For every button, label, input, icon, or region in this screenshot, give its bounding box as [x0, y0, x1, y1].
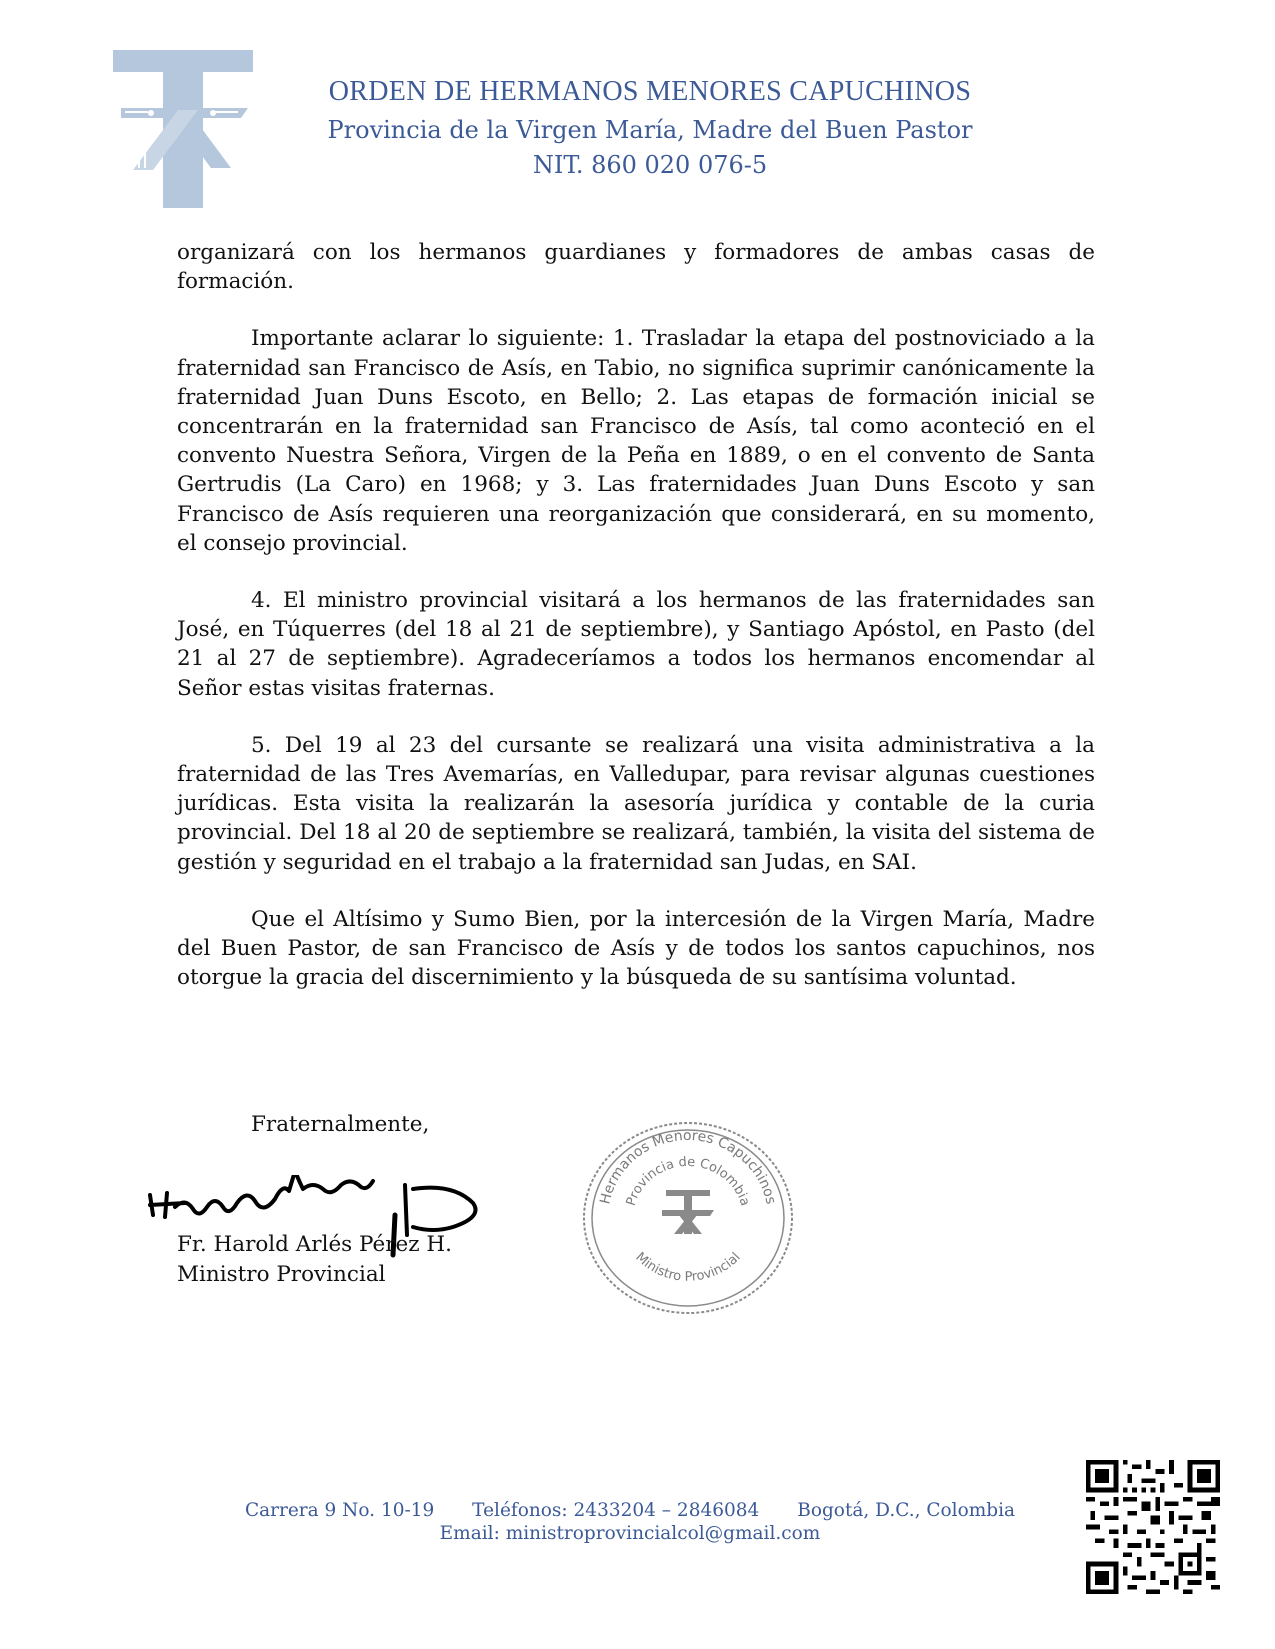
order-name: ORDEN DE HERMANOS MENORES CAPUCHINOS: [328, 76, 972, 107]
closing-salutation: Fraternalmente,: [251, 1112, 430, 1137]
signatory-title: Ministro Provincial: [177, 1262, 386, 1287]
province-name: Provincia de la Virgen María, Madre del Buen Pastor: [327, 116, 973, 144]
footer-email: Email: ministroprovincialcol@gmail.com: [439, 1523, 821, 1544]
footer-address: Carrera 9 No. 10-19: [244, 1500, 435, 1521]
footer-phones: Teléfonos: 2433204 – 2846084: [472, 1500, 760, 1521]
order-logo: [113, 50, 253, 208]
paragraph-item-5: 5. Del 19 al 23 del cursante se realizará una visita administrativa a la fraternidad de las Tres Avemarías, en Valledupar, para revisar algunas cuestiones jurídicas. Esta visita la realizarán la asesoría jurídica y contable de la curia provincial. Del 18 al 20 de septiembre se realizará, también, la visita del sistema de gestión y seguridad en el trabajo a la fraternidad san Judas, en SAI.: [177, 732, 1095, 875]
paragraph-continuation: organizará con los hermanos guardianes y formadores de ambas casas de formación.: [177, 240, 1095, 295]
signatory-block: [177, 1230, 452, 1290]
seal-bottom-text: Ministro Provincial: [632, 1249, 744, 1285]
provincial-seal-stamp: [578, 1118, 798, 1318]
letter-body: [177, 238, 1095, 1020]
signatory-name: Fr. Harold Arlés Pérez H.: [177, 1232, 453, 1257]
nit-number: NIT. 860 020 076-5: [532, 151, 768, 179]
seal-outer-text: Hermanos Menores Capuchinos: [597, 1127, 779, 1206]
footer-contact-line: [200, 1500, 1060, 1521]
qr-code: [1086, 1460, 1220, 1594]
svg-text:Ministro Provincial: [632, 1250, 743, 1285]
paragraph-blessing: Que el Altísimo y Sumo Bien, por la intercesión de la Virgen María, Madre del Buen Pastor, de san Francisco de Asís y de todos los santos capuchinos, nos otorgue la gracia del discernimiento y la búsqueda de su santísima voluntad.: [177, 906, 1095, 991]
footer-city: Bogotá, D.C., Colombia: [797, 1500, 1016, 1521]
paragraph-item-4: 4. El ministro provincial visitará a los hermanos de las fraternidades san José, en Túquerres (del 18 al 21 de septiembre), y Santiago Apóstol, en Pasto (del 21 al 27 de septiembre). Agradeceríamos a todos los hermanos encomendar al Señor estas visitas fraternas.: [177, 588, 1095, 701]
seal-inner-text: Provincia de Colombia: [623, 1154, 753, 1208]
paragraph-clarification: Importante aclarar lo siguiente: 1. Trasladar la etapa del postnoviciado a la fraternidad san Francisco de Asís, en Tabio, no significa suprimir canónicamente la fraternidad Juan Duns Escoto, en Bello; 2. Las etapas de formación inicial se concentrarán en la fraternidad san Francisco de Asís, tal como aconteció en el convento Nuestra Señora, Virgen de la Peña en 1889, o en el convento de Santa Gertrudis (La Caro) en 1968; y 3. Las fraternidades Juan Duns Escoto y san Francisco de Asís requieren una reorganización que considerará, en su momento, el consejo provincial.: [177, 326, 1095, 556]
